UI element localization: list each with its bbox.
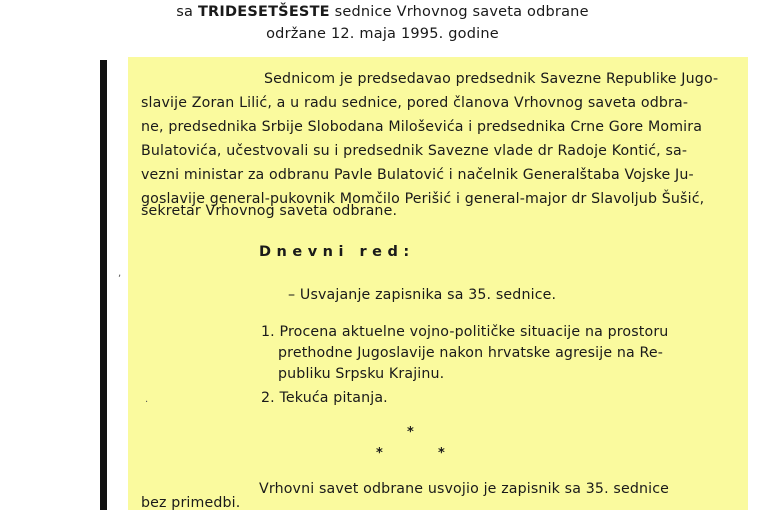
- intro-line-4: Bulatovića, učestvovali su i predsednik Savezne vlade dr Radoje Kontić, sa-: [141, 143, 688, 159]
- header-suffix: sednice Vrhovnog saveta odbrane: [329, 4, 589, 20]
- header-line-1: [0, 4, 765, 20]
- intro-line-5: vezni ministar za odbranu Pavle Bulatović i načelnik Generalštaba Vojske Ju-: [141, 167, 694, 183]
- closing-line-2: bez primedbi.: [141, 495, 241, 511]
- header-prefix: sa: [176, 4, 198, 20]
- agenda-item-1: 1. Procena aktuelne vojno-političke situacije na prostoru: [261, 324, 669, 340]
- separator-asterisk-top: *: [407, 425, 414, 440]
- agenda-item-1-cont-2: publiku Srpsku Krajinu.: [278, 366, 445, 382]
- agenda-item-2: 2. Tekuća pitanja.: [261, 390, 388, 406]
- margin-bar: [100, 60, 107, 510]
- intro-line-1: Sednicom je predsedavao predsednik Savezne Republike Jugo-: [264, 71, 719, 87]
- separator-asterisk-left: *: [376, 446, 383, 461]
- header-line-2: održane 12. maja 1995. godine: [266, 26, 499, 42]
- stray-mark: ,: [118, 268, 122, 279]
- intro-line-7: sekretar Vrhovnog saveta odbrane.: [141, 203, 398, 219]
- session-number: TRIDESETŠESTE: [197, 4, 330, 20]
- agenda-item-0: – Usvajanje zapisnika sa 35. sednice.: [288, 287, 557, 303]
- agenda-heading: Dnevni red:: [259, 244, 415, 260]
- intro-line-2: slavije Zoran Lilić, a u radu sednice, pored članova Vrhovnog saveta odbra-: [141, 95, 689, 111]
- intro-line-6: goslavije general-pukovnik Momčilo Perišić i general-major dr Slavoljub Šušić,: [141, 191, 705, 207]
- stray-dot: .: [145, 394, 149, 405]
- separator-asterisk-right: *: [438, 446, 445, 461]
- intro-line-3: ne, predsednika Srbije Slobodana Miloševića i predsednika Crne Gore Momira: [141, 119, 703, 135]
- agenda-item-1-cont-1: prethodne Jugoslavije nakon hrvatske agresije na Re-: [278, 345, 664, 361]
- closing-line-1: Vrhovni savet odbrane usvojio je zapisnik sa 35. sednice: [259, 481, 670, 497]
